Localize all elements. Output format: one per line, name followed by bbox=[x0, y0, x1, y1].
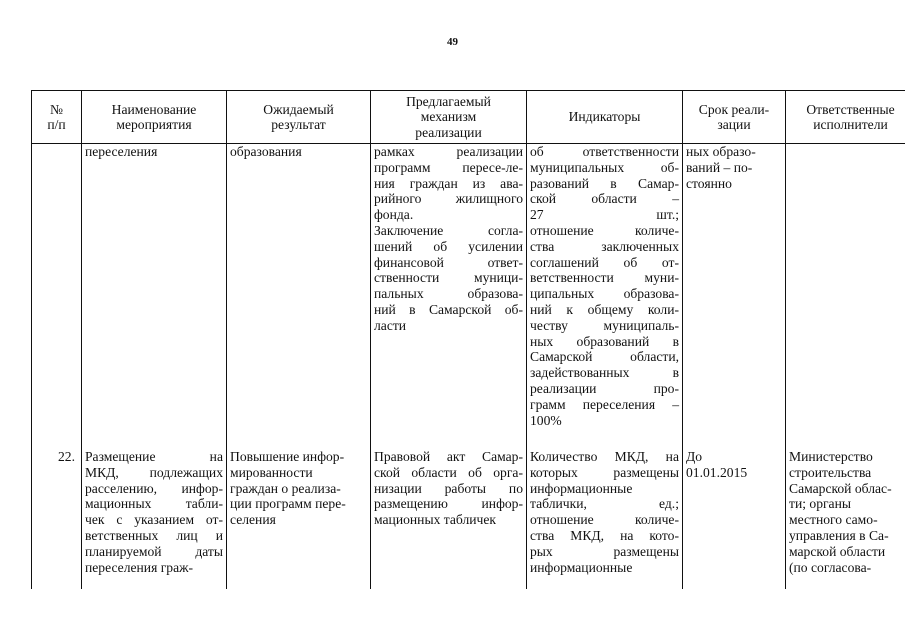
header-name bbox=[82, 91, 227, 144]
cell-text-line: Индикаторы bbox=[568, 109, 641, 125]
cell-text-line: результат bbox=[271, 117, 326, 132]
cell-number: 22. bbox=[32, 449, 82, 589]
cell-text-line: ных образо- bbox=[686, 144, 756, 159]
cell-text-line: селения bbox=[230, 512, 276, 528]
cell-text-line: соглашений об от- bbox=[530, 254, 679, 270]
cell-text-line: стоянно bbox=[686, 175, 732, 191]
cell-text-line: честву муниципаль- bbox=[530, 317, 679, 333]
cell-text-line: строительства bbox=[789, 464, 872, 480]
cell-text-line: рых размещены bbox=[530, 543, 679, 559]
cell-text-line: ти; органы bbox=[789, 496, 852, 512]
cell-text-line: низации работы по bbox=[374, 480, 523, 496]
cell-name bbox=[82, 144, 227, 450]
header-term bbox=[683, 91, 786, 144]
cell-text-line: Ответственные bbox=[806, 101, 895, 117]
cell-text-line: рамках реализации bbox=[374, 144, 523, 159]
cell-text-line: мероприятия bbox=[116, 117, 192, 132]
cell-text-line: мационных табличек bbox=[374, 512, 497, 528]
cell-text-line: зации bbox=[717, 117, 751, 132]
cell-text-line: об ответственности bbox=[530, 144, 679, 159]
cell-text-line: планируемой даты bbox=[85, 543, 223, 559]
cell-mechanism bbox=[371, 144, 527, 450]
cell-text-line: Правовой акт Самар- bbox=[374, 449, 523, 464]
cell-text-line: До bbox=[686, 449, 703, 464]
cell-text-line: Заключение согла- bbox=[374, 222, 523, 238]
cell-text-line: Самарской облас- bbox=[789, 480, 892, 496]
cell-text-line: пальных образова- bbox=[374, 286, 523, 302]
cell-text-line: ний к общему коли- bbox=[530, 301, 679, 317]
cell-text-line: ваний – по- bbox=[686, 159, 753, 175]
cell-text-line: 100% bbox=[530, 412, 562, 428]
header-indicators bbox=[527, 91, 683, 144]
cell-text-line: ской области – bbox=[530, 191, 679, 207]
header-responsible bbox=[786, 91, 905, 144]
cell-indicators bbox=[527, 449, 683, 589]
cell-result bbox=[227, 144, 371, 450]
cell-text-line: программ пересе-ле- bbox=[374, 159, 523, 175]
cell-text-line: ний в Самарской об- bbox=[374, 301, 523, 317]
cell-text-line: Повышение инфор- bbox=[230, 449, 345, 464]
cell-number bbox=[32, 144, 82, 450]
cell-text-line: задействованных в bbox=[530, 365, 679, 381]
cell-text-line: ственности муници- bbox=[374, 270, 523, 286]
cell-text-line: фонда. bbox=[374, 207, 414, 223]
cell-text-line: мационных табли- bbox=[85, 496, 223, 512]
cell-text-line: ветственности муни- bbox=[530, 270, 679, 286]
cell-text-line: грамм переселения – bbox=[530, 396, 679, 412]
cell-text-line: ласти bbox=[374, 317, 407, 333]
cell-text-line: информационные bbox=[530, 559, 633, 575]
cell-text-line: которых размещены bbox=[530, 464, 679, 480]
cell-text-line: исполнители bbox=[813, 117, 888, 132]
cell-text-line: переселения bbox=[85, 144, 158, 159]
header-number bbox=[32, 91, 82, 144]
cell-text-line: ципальных образова- bbox=[530, 286, 679, 302]
cell-term bbox=[683, 144, 786, 450]
cell-text-line: разований в Самар- bbox=[530, 175, 679, 191]
cell-text-line: местного само- bbox=[789, 512, 878, 528]
cell-text-line: переселения граж- bbox=[85, 559, 194, 575]
cell-text-line: отношение количе- bbox=[530, 222, 679, 238]
cell-text-line: 27 шт.; bbox=[530, 207, 679, 223]
measures-table bbox=[31, 90, 905, 589]
cell-text-line: Срок реали- bbox=[698, 101, 770, 117]
cell-text-line: ветственных лиц и bbox=[85, 527, 223, 543]
cell-indicators bbox=[527, 144, 683, 450]
cell-text-line: Наименование bbox=[111, 101, 197, 117]
cell-text-line: Размещение на bbox=[85, 449, 223, 464]
header-result bbox=[227, 91, 371, 144]
cell-text-line: реализации про- bbox=[530, 380, 679, 396]
cell-text-line: муниципальных об- bbox=[530, 159, 679, 175]
cell-text-line: таблички, ед.; bbox=[530, 496, 679, 512]
cell-text-line: граждан о реализа- bbox=[230, 480, 341, 496]
cell-text-line: финансовой ответ- bbox=[374, 254, 523, 270]
cell-text-line: рийного жилищного bbox=[374, 191, 523, 207]
cell-text-line: 01.01.2015 bbox=[686, 464, 748, 480]
cell-text-line: ства заключенных bbox=[530, 238, 679, 254]
cell-text-line: ской области об орга- bbox=[374, 464, 523, 480]
cell-text-line: МКД, подлежащих bbox=[85, 464, 223, 480]
table-row bbox=[32, 449, 905, 589]
cell-text-line: Количество МКД, на bbox=[530, 449, 679, 464]
cell-text-line: ства МКД, на кото- bbox=[530, 527, 679, 543]
cell-result bbox=[227, 449, 371, 589]
cell-text-line: Предлагаемый bbox=[406, 93, 491, 109]
cell-text-line: расселению, инфор- bbox=[85, 480, 223, 496]
cell-text-line: отношение количе- bbox=[530, 512, 679, 528]
cell-term bbox=[683, 449, 786, 589]
cell-text-line: Ожидаемый bbox=[263, 101, 334, 117]
page-number: 49 bbox=[447, 36, 458, 48]
cell-text-line: ния граждан из ава- bbox=[374, 175, 523, 191]
cell-text-line: шений об усилении bbox=[374, 238, 523, 254]
cell-text-line: (по согласова- bbox=[789, 559, 872, 575]
cell-text-line: информационные bbox=[530, 480, 633, 496]
table-row bbox=[32, 144, 905, 450]
table-header-row bbox=[32, 91, 905, 144]
cell-text-line: реализации bbox=[415, 124, 482, 140]
cell-text-line: ных образований в bbox=[530, 333, 679, 349]
cell-text-line: марской области bbox=[789, 543, 886, 559]
cell-text-line: управления в Са- bbox=[789, 527, 889, 543]
header-mechanism bbox=[371, 91, 527, 144]
cell-text-line: механизм bbox=[420, 109, 477, 125]
cell-text-line: Самарской области, bbox=[530, 349, 679, 365]
cell-mechanism bbox=[371, 449, 527, 589]
cell-text-line: № bbox=[50, 101, 63, 117]
cell-responsible bbox=[786, 144, 905, 450]
cell-text-line: мированности bbox=[230, 464, 313, 480]
cell-text-line: Министерство bbox=[789, 449, 873, 464]
cell-text-line: образования bbox=[230, 144, 302, 159]
cell-name bbox=[82, 449, 227, 589]
cell-text-line: ции программ пере- bbox=[230, 496, 346, 512]
cell-responsible bbox=[786, 449, 905, 589]
cell-text-line: чек с указанием от- bbox=[85, 512, 223, 528]
cell-text-line: п/п bbox=[47, 117, 66, 132]
cell-text-line: размещению инфор- bbox=[374, 496, 523, 512]
